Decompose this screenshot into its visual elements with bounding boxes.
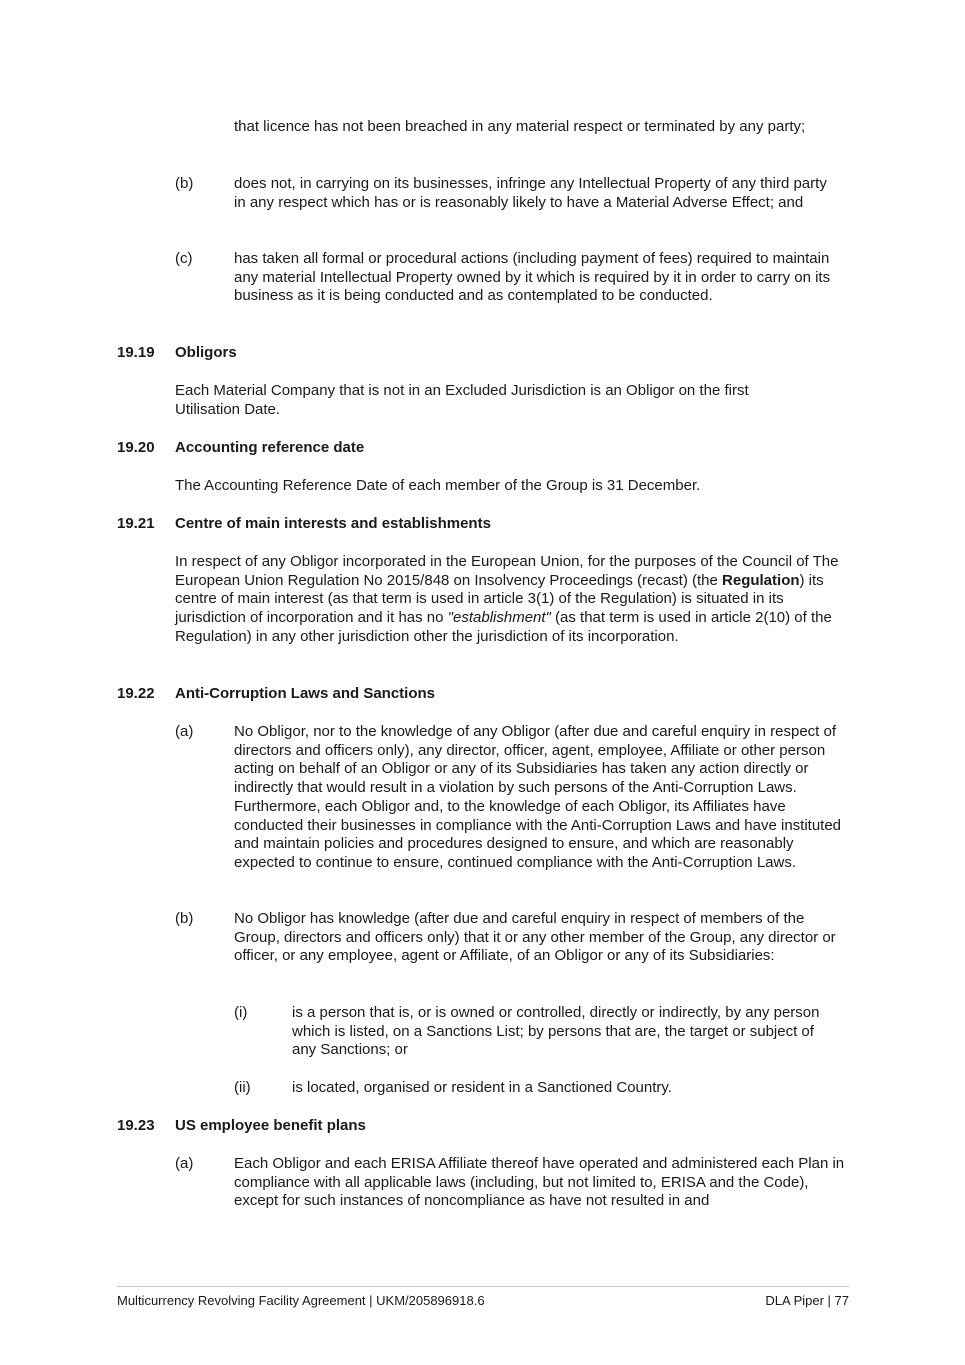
footer-divider <box>117 1286 849 1287</box>
section-title: Anti-Corruption Laws and Sanctions <box>175 685 436 702</box>
subitem-text: is a person that is, or is owned or controlled, directly or indirectly, by any person which is listed, on a Sanctions List; by persons that are, the target or subject of any Sanctions; or <box>292 1004 820 1059</box>
item-label: (c) <box>175 250 193 267</box>
section-title: Obligors <box>175 344 237 361</box>
item-label: (a) <box>175 1155 194 1172</box>
item-label: (b) <box>175 175 194 192</box>
item-label: (b) <box>175 910 194 927</box>
subitem-label: (i) <box>234 1004 248 1021</box>
continuation-paragraph: that licence has not been breached in any material respect or terminated by any party; <box>234 118 806 135</box>
section-title: Centre of main interests and establishments <box>175 515 491 532</box>
section-number: 19.21 <box>117 515 155 532</box>
quoted-term: "establishment" <box>447 609 551 627</box>
section-number: 19.23 <box>117 1117 155 1134</box>
section-body <box>175 553 847 647</box>
footer-page-number: DLA Piper | 77 <box>765 1293 849 1308</box>
item-text: No Obligor, nor to the knowledge of any Obligor (after due and careful enquiry in respect of directors and officers only), any director, officer, agent, employee, Affiliate or other person acting on behalf of an Obligor or any of its Subsidiaries has taken any action directly or indirectly that would result in a violation by such persons of the Anti-Corruption Laws. Furthermore, each Obligor and, to the knowledge of each Obligor, its Affiliates have conducted their businesses in compliance with the Anti-Corruption Laws and have instituted and maintain policies and procedures designed to ensure, and which are reasonably expected to continue to ensure, continued compliance with the Anti-Corruption Laws. <box>234 723 842 871</box>
body-text: ) its centre of main interest (as that term is used in article 3(1) of the Regulation) is situated in its jurisdiction of incorporation and it has no <box>175 571 824 627</box>
section-title: US employee benefit plans <box>175 1117 366 1134</box>
item-text: No Obligor has knowledge (after due and careful enquiry in respect of members of the Group, directors and officers only) that it or any other member of the Group, any director or officer, or any employee, agent or Affiliate, of an Obligor or any of its Subsidiaries: <box>234 910 836 965</box>
body-text: (as that term is used in article 2(10) of the Regulation) in any other jurisdiction other the jurisdiction of its incorporation. <box>175 609 832 645</box>
item-text: has taken all formal or procedural actions (including payment of fees) required to maintain any material Intellectual Property owned by it which is required by it in order to carry on its business as it is being conducted and as contemplated to be conducted. <box>234 250 831 305</box>
section-title: Accounting reference date <box>175 439 365 456</box>
subitem-text: is located, organised or resident in a Sanctioned Country. <box>292 1079 672 1096</box>
section-body: Each Material Company that is not in an Excluded Jurisdiction is an Obligor on the first Utilisation Date. <box>175 382 749 418</box>
section-number: 19.20 <box>117 439 155 456</box>
subitem-label: (ii) <box>234 1079 251 1096</box>
item-text: Each Obligor and each ERISA Affiliate thereof have operated and administered each Plan in compliance with all applicable laws (including, but not limited to, ERISA and the Code), except for such instances of noncompliance as have not resulted in and <box>234 1155 845 1210</box>
section-body: The Accounting Reference Date of each member of the Group is 31 December. <box>175 477 701 494</box>
item-text: does not, in carrying on its businesses, infringe any Intellectual Property of any third party in any respect which has or is reasonably likely to have a Material Adverse Effect; and <box>234 175 827 211</box>
item-label: (a) <box>175 723 194 740</box>
section-number: 19.19 <box>117 344 155 361</box>
body-text: In respect of any Obligor incorporated in the European Union, for the purposes of the Council of The European Union Regulation No 2015/848 on Insolvency Proceedings (recast) (the <box>175 553 839 589</box>
footer-document-reference: Multicurrency Revolving Facility Agreement | UKM/205896918.6 <box>117 1293 485 1308</box>
defined-term: Regulation <box>722 571 800 589</box>
section-number: 19.22 <box>117 685 155 702</box>
